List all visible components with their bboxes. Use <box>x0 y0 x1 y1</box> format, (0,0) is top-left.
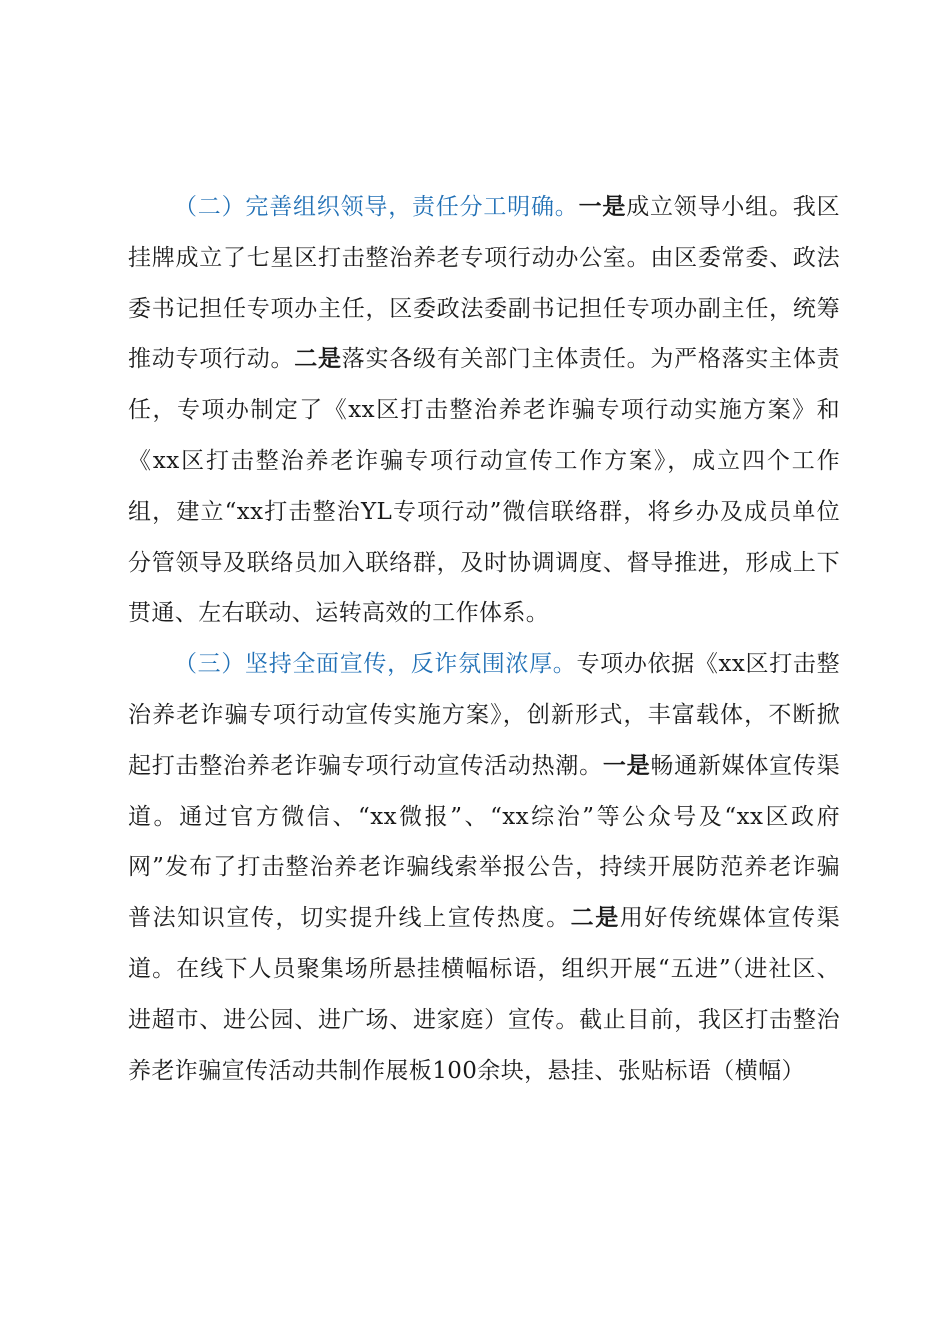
document-body <box>128 182 840 1096</box>
section-heading-3: （三）坚持全面宣传，反诈氛围浓厚。 <box>174 651 577 678</box>
paragraph-section-2 <box>128 182 840 639</box>
bold-marker-second: 二是 <box>294 345 342 373</box>
bold-marker-second: 二是 <box>570 904 620 932</box>
section-heading-2: （二）完善组织领导，责任分工明确。 <box>174 194 579 220</box>
paragraph-text: 成立领导小组。我区挂牌成立了七星区打击整治养老专项行动办公室。由区委常委、政法委书记担任专项办主任，区委政法委副书记担任专项办副主任，统筹推动专项行动。 <box>128 194 840 373</box>
bold-marker-first: 一是 <box>602 751 651 779</box>
paragraph-text: 专项办依据《xx区打击整治养老诈骗专项行动宣传实施方案》，创新形式，丰富载体，不断掀起打击整治养老诈骗专项行动宣传活动热潮。 <box>128 651 840 779</box>
paragraph-text: 落实各级有关部门主体责任。为严格落实主体责任，专项办制定了《xx区打击整治养老诈骗专项行动实施方案》和《xx区打击整治养老诈骗专项行动宣传工作方案》，成立四个工作组，建立“xx打击整治YL专项行动”微信联络群，将乡办及成员单位分管领导及联络员加入联络群，及时协调调度、督导推进，形成上下贯通、左右联动、运转高效的工作体系。 <box>128 346 840 627</box>
paragraph-text: 畅通新媒体宣传渠道。通过官方微信、“xx微报”、“xx综治”等公众号及“xx区政府网”发布了打击整治养老诈骗线索举报公告，持续开展防范养老诈骗普法知识宣传，切实提升线上宣传热度。 <box>128 752 841 932</box>
paragraph-text: 用好传统媒体宣传渠道。在线下人员聚集场所悬挂横幅标语，组织开展“五进”（进社区、进超市、进公园、进广场、进家庭）宣传。截止目前，我区打击整治养老诈骗宣传活动共制作展板100余块，悬挂、张贴标语（横幅） <box>128 905 840 1084</box>
bold-marker-first: 一是 <box>578 193 627 220</box>
paragraph-section-3 <box>128 639 840 1096</box>
